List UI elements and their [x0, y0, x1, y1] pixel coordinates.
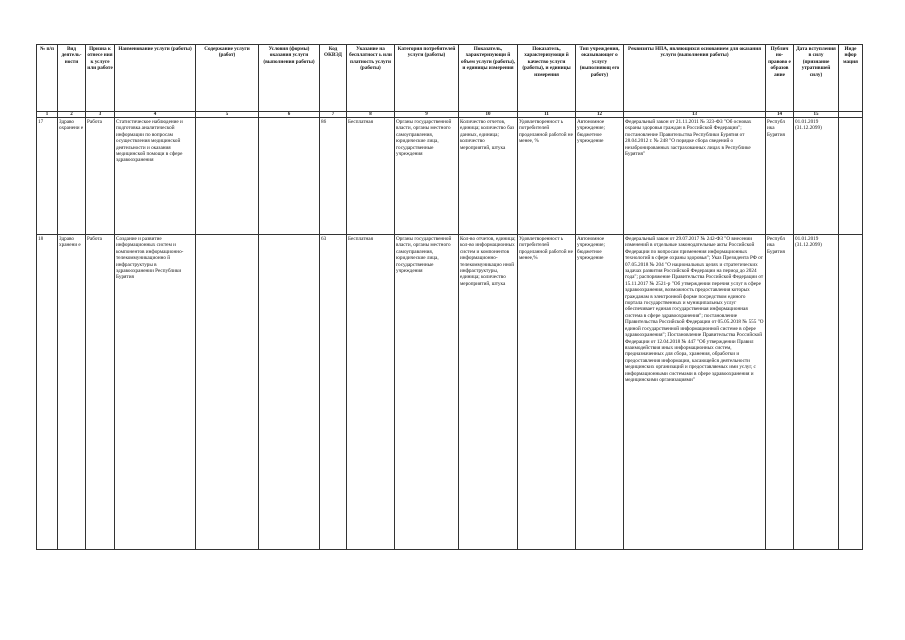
- column-number: 15: [794, 112, 839, 118]
- column-number: 14: [766, 112, 794, 118]
- header-cell-entity: Публич но- правово е образов ание: [766, 45, 794, 112]
- table-row: [37, 235, 863, 550]
- row-payment: Бесплатная: [347, 118, 395, 235]
- row-attribute: Работа: [86, 235, 115, 550]
- column-number: 11: [518, 112, 576, 118]
- header-cell-activity: Вид деятель- ности: [58, 45, 86, 112]
- row-service-name: Создание и развитие информационных систем и компонентов информационно-телекоммуникационно й инфраструктуры в здравоохранении Республики Бурятия: [115, 235, 196, 550]
- services-registry-table: [36, 44, 863, 550]
- column-number: 6: [259, 112, 320, 118]
- header-cell-content: Содержание услуги (работ): [196, 45, 259, 112]
- header-cell-quality: Показатель, характеризующи й качество услуги (работы), и единицы измерения: [518, 45, 576, 112]
- row-activity: Здраво хранени е: [58, 235, 86, 550]
- header-cell-date: Дата вступления в силу (признание утратившей силу): [794, 45, 839, 112]
- row-activity: Здраво охранени е: [58, 118, 86, 235]
- column-number: 9: [395, 112, 459, 118]
- row-date: 01.01.2019 (31.12.2099): [794, 235, 839, 550]
- column-number: 4: [115, 112, 196, 118]
- header-cell-volume: Показатель, характеризующи й объем услуги (работы), и единицы измерения: [459, 45, 518, 112]
- column-number: 5: [196, 112, 259, 118]
- header-row: [37, 45, 863, 112]
- row-number: 18: [37, 235, 58, 550]
- row-content: [196, 118, 259, 235]
- row-entity: Республ ика Бурятия: [766, 118, 794, 235]
- header-cell-payment: Указание на бесплатност ь или платность услуги (работы): [347, 45, 395, 112]
- header-cell-npa: Реквизиты НПА, являющихся основанием для оказания услуги (выполнения работы): [624, 45, 766, 112]
- header-cell-conditions: Условия (формы) оказания услуги (выполнения работы): [259, 45, 320, 112]
- row-institution: Автономное учреждение; бюджетное учреждение: [576, 235, 624, 550]
- row-attribute: Работа: [86, 118, 115, 235]
- row-quality: Удовлетворенност ь потребителей проделанной работой не менее, %: [518, 118, 576, 235]
- row-index: [839, 118, 863, 235]
- row-date: 01.01.2019 (31.12.2099): [794, 118, 839, 235]
- row-consumers: Органы государственной власти, органы местного самоуправления, юридические лица, государственные учреждения: [395, 118, 459, 235]
- row-index: [839, 235, 863, 550]
- row-number: 17: [37, 118, 58, 235]
- header-cell-okved: Код ОКВЭД: [320, 45, 347, 112]
- column-number: 12: [576, 112, 624, 118]
- header-cell-number: № п/п: [37, 45, 58, 112]
- header-cell-index: Инде нфор мация: [839, 45, 863, 112]
- row-payment: Бесплатная: [347, 235, 395, 550]
- column-number: 10: [459, 112, 518, 118]
- header-cell-consumers: Категория потребителей услуги (работы): [395, 45, 459, 112]
- table-row: [37, 118, 863, 235]
- row-npa: Федеральный закон от 29.07.2017 № 242-ФЗ "О внесении изменений в отдельные законодательные акты Российской Федерации по вопросам применения информационных технологий в сфере охраны здоровья"; Указ Президента РФ от 07.05.2018 № 204 "О национальных целях и стратегических задачах развития Российской Федерации на период до 2024 года"; распоряжение Правительства Российской Федерации от 15.11.2017 № 2521-р "Об утверждении перечня услуг в сфере здравоохранения, возможность предоставления которых гражданам в электронной форме посредством единого портала государственных и муниципальных услуг обеспечивает единая государственная информационная система в сфере здравоохранения"; постановление Правительства Российской Федерации от 05.05.2018 № 555 "О единой государственной информационной системе в сфере здравоохранения"; Постановление Правительства Российской Федерации от 12.04.2018 № 447 "Об утверждении Правил взаимодействия иных информационных систем, предназначенных для сбора, хранения, обработки и предоставления информации, касающейся деятельности медицинских организаций и предоставляемых ими услуг, с информационными системами в сфере здравоохранения и медицинскими организациями": [624, 235, 766, 550]
- column-number: 1: [37, 112, 58, 118]
- column-number: 13: [624, 112, 766, 118]
- row-okved: 86: [320, 118, 347, 235]
- registry-sheet: [36, 44, 863, 550]
- column-number: 3: [86, 112, 115, 118]
- row-okved: 63: [320, 235, 347, 550]
- column-number: 8: [347, 112, 395, 118]
- row-service-name: Статистическое наблюдение и подготовка аналитической информации по вопросам осуществления медицинской деятельности и оказания медицинской помощи в сфере здравоохранения: [115, 118, 196, 235]
- column-number: 2: [58, 112, 86, 118]
- column-number: 7: [320, 112, 347, 118]
- row-conditions: [259, 235, 320, 550]
- row-volume: Количество отчетов, единица; количество баз данных, единица; количество мероприятий, штука: [459, 118, 518, 235]
- row-consumers: Органы государственной власти, органы местного самоуправления, юридические лица, государственные учреждения: [395, 235, 459, 550]
- row-npa: Федеральный закон от 21.11.2011 № 323-ФЗ "Об основах охраны здоровья граждан в Российской Федерации"; постановление Правительства Республики Бурятия от 28.04.2012 г. № 248 "О порядке сбора сведений о незабронированных застрахованных лицах в Республике Бурятия": [624, 118, 766, 235]
- row-content: [196, 235, 259, 550]
- row-quality: Удовлетворенност ь потребителей проделанной работой не менее,%: [518, 235, 576, 550]
- header-cell-name: Наименование услуги (работы): [115, 45, 196, 112]
- row-conditions: [259, 118, 320, 235]
- row-entity: Республ ика Бурятия: [766, 235, 794, 550]
- row-institution: Автономное учреждение; бюджетное учреждение: [576, 118, 624, 235]
- header-cell-attribute: Призна к отнесе ния к услуге или работе: [86, 45, 115, 112]
- header-cell-institution: Тип учреждения, оказывающег о услугу (выполняющ его работу): [576, 45, 624, 112]
- row-volume: Кол-во отчетов, единица; кол-во информационных систем и компонентов информационно-телекоммуникацио нной инфраструктуры, единица; количество мероприятий, штука: [459, 235, 518, 550]
